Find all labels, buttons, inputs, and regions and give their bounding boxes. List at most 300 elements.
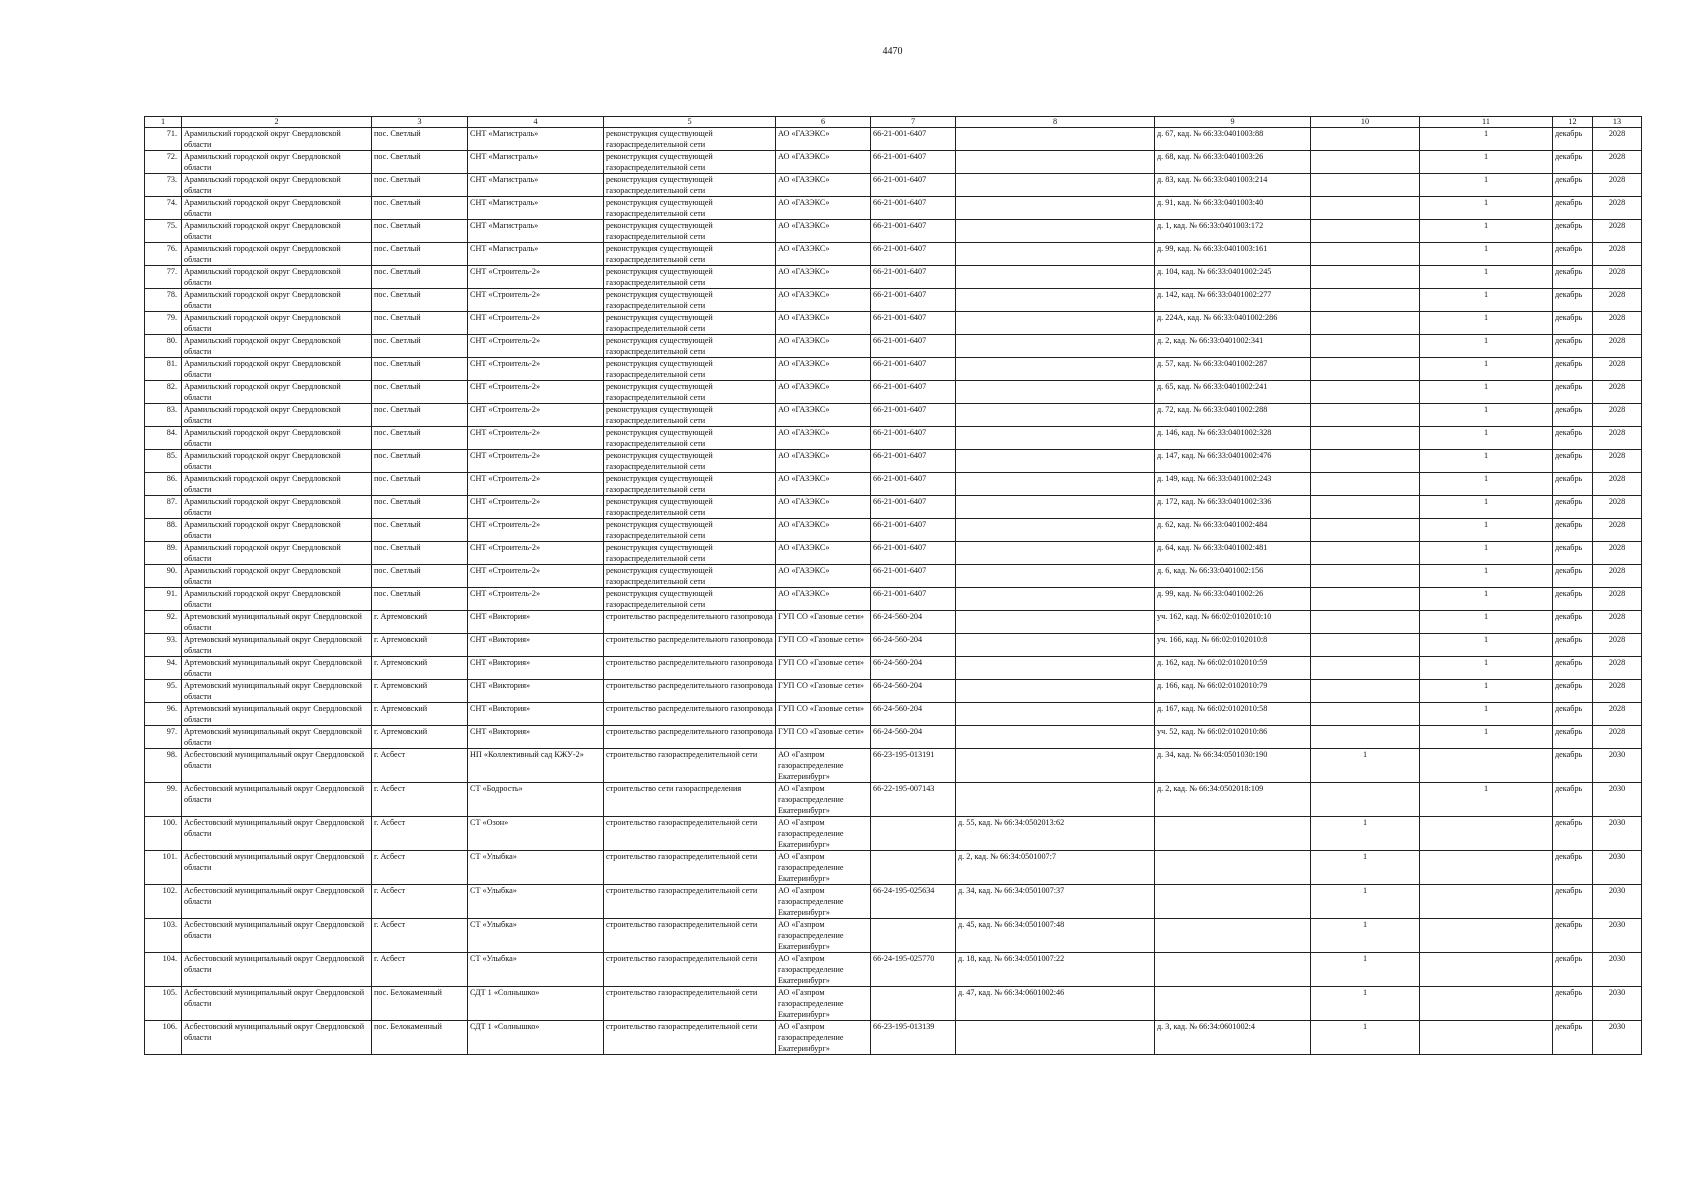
row-number: 73.	[145, 174, 182, 197]
organization-cell: АО «ГАЗЭКС»	[776, 335, 871, 358]
month-cell: декабрь	[1553, 919, 1593, 953]
address-cell-9: д. 142, кад. № 66:33:0401002:277	[1155, 289, 1311, 312]
municipality-cell: Арамильский городской округ Свердловской области	[182, 312, 372, 335]
quantity-cell-10	[1311, 473, 1420, 496]
organization-cell: ГУП СО «Газовые сети»	[776, 657, 871, 680]
license-cell: 66-24-560-204	[871, 634, 956, 657]
work-type-cell: строительство газораспределительной сети	[604, 919, 776, 953]
quantity-cell-10	[1311, 358, 1420, 381]
settlement-cell: пос. Белокаменный	[372, 1021, 468, 1055]
address-cell-9: д. 91, кад. № 66:33:0401003:40	[1155, 197, 1311, 220]
year-cell: 2028	[1593, 565, 1642, 588]
organization-cell: АО «Газпром газораспределение Екатеринбург»	[776, 919, 871, 953]
license-cell: 66-21-001-6407	[871, 565, 956, 588]
object-cell: СНТ «Строитель-2»	[468, 473, 604, 496]
municipality-cell: Асбестовский муниципальный округ Свердловской области	[182, 851, 372, 885]
work-type-cell: реконструкция существующей газораспределительной сети	[604, 588, 776, 611]
settlement-cell: г. Артемовский	[372, 657, 468, 680]
work-type-cell: реконструкция существующей газораспределительной сети	[604, 450, 776, 473]
year-cell: 2028	[1593, 450, 1642, 473]
municipality-cell: Арамильский городской округ Свердловской области	[182, 381, 372, 404]
object-cell: СНТ «Строитель-2»	[468, 358, 604, 381]
municipality-cell: Арамильский городской округ Свердловской области	[182, 243, 372, 266]
quantity-cell-10: 1	[1311, 885, 1420, 919]
quantity-cell-10	[1311, 289, 1420, 312]
column-header: 2	[182, 117, 372, 128]
quantity-cell-11: 1	[1420, 427, 1553, 450]
organization-cell: ГУП СО «Газовые сети»	[776, 611, 871, 634]
month-cell: декабрь	[1553, 749, 1593, 783]
municipality-cell: Арамильский городской округ Свердловской области	[182, 197, 372, 220]
table-row	[145, 151, 1642, 174]
year-cell: 2030	[1593, 987, 1642, 1021]
year-cell: 2028	[1593, 220, 1642, 243]
settlement-cell: г. Асбест	[372, 783, 468, 817]
address-cell-9: д. 149, кад. № 66:33:0401002:243	[1155, 473, 1311, 496]
organization-cell: АО «ГАЗЭКС»	[776, 312, 871, 335]
table-row	[145, 657, 1642, 680]
quantity-cell-10	[1311, 783, 1420, 817]
column-header: 10	[1311, 117, 1420, 128]
month-cell: декабрь	[1553, 1021, 1593, 1055]
table-row	[145, 335, 1642, 358]
municipality-cell: Асбестовский муниципальный округ Свердловской области	[182, 885, 372, 919]
month-cell: декабрь	[1553, 953, 1593, 987]
object-cell: СНТ «Виктория»	[468, 657, 604, 680]
quantity-cell-11: 1	[1420, 289, 1553, 312]
address-cell-9: д. 146, кад. № 66:33:0401002:328	[1155, 427, 1311, 450]
quantity-cell-11: 1	[1420, 703, 1553, 726]
object-cell: СНТ «Строитель-2»	[468, 519, 604, 542]
year-cell: 2028	[1593, 381, 1642, 404]
row-number: 92.	[145, 611, 182, 634]
address-cell-8: д. 55, кад. № 66:34:0502013:62	[956, 817, 1155, 851]
address-cell-8: д. 2, кад. № 66:34:0501007:7	[956, 851, 1155, 885]
municipality-cell: Асбестовский муниципальный округ Свердловской области	[182, 987, 372, 1021]
quantity-cell-10	[1311, 542, 1420, 565]
quantity-cell-10	[1311, 588, 1420, 611]
object-cell: СНТ «Магистраль»	[468, 197, 604, 220]
organization-cell: ГУП СО «Газовые сети»	[776, 680, 871, 703]
table-row	[145, 174, 1642, 197]
address-cell-9: уч. 162, кад. № 66:02:0102010:10	[1155, 611, 1311, 634]
quantity-cell-11: 1	[1420, 588, 1553, 611]
address-cell-9: д. 224А, кад. № 66:33:0401002:286	[1155, 312, 1311, 335]
municipality-cell: Асбестовский муниципальный округ Свердловской области	[182, 953, 372, 987]
month-cell: декабрь	[1553, 817, 1593, 851]
quantity-cell-11: 1	[1420, 473, 1553, 496]
address-cell-8	[956, 151, 1155, 174]
table-row	[145, 289, 1642, 312]
address-cell-9: д. 166, кад. № 66:02:0102010:79	[1155, 680, 1311, 703]
quantity-cell-10: 1	[1311, 749, 1420, 783]
address-cell-9: д. 62, кад. № 66:33:0401002:484	[1155, 519, 1311, 542]
quantity-cell-10	[1311, 496, 1420, 519]
address-cell-8	[956, 749, 1155, 783]
municipality-cell: Арамильский городской округ Свердловской области	[182, 427, 372, 450]
organization-cell: АО «Газпром газораспределение Екатеринбург»	[776, 783, 871, 817]
address-cell-9: д. 68, кад. № 66:33:0401003:26	[1155, 151, 1311, 174]
quantity-cell-11: 1	[1420, 151, 1553, 174]
organization-cell: АО «ГАЗЭКС»	[776, 243, 871, 266]
quantity-cell-11: 1	[1420, 358, 1553, 381]
license-cell: 66-21-001-6407	[871, 151, 956, 174]
settlement-cell: пос. Светлый	[372, 565, 468, 588]
settlement-cell: пос. Светлый	[372, 450, 468, 473]
quantity-cell-11: 1	[1420, 174, 1553, 197]
month-cell: декабрь	[1553, 496, 1593, 519]
column-header: 5	[604, 117, 776, 128]
organization-cell: АО «ГАЗЭКС»	[776, 266, 871, 289]
work-type-cell: строительство распределительного газопровода	[604, 703, 776, 726]
row-number: 104.	[145, 953, 182, 987]
address-cell-9: д. 67, кад. № 66:33:0401003:88	[1155, 128, 1311, 151]
address-cell-8: д. 18, кад. № 66:34:0501007:22	[956, 953, 1155, 987]
address-cell-9: д. 57, кад. № 66:33:0401002:287	[1155, 358, 1311, 381]
year-cell: 2028	[1593, 404, 1642, 427]
settlement-cell: пос. Светлый	[372, 358, 468, 381]
organization-cell: АО «ГАЗЭКС»	[776, 174, 871, 197]
work-type-cell: строительство распределительного газопровода	[604, 680, 776, 703]
settlement-cell: пос. Белокаменный	[372, 987, 468, 1021]
address-cell-8	[956, 565, 1155, 588]
address-cell-8	[956, 496, 1155, 519]
organization-cell: АО «ГАЗЭКС»	[776, 128, 871, 151]
quantity-cell-10: 1	[1311, 919, 1420, 953]
table-row	[145, 542, 1642, 565]
row-number: 93.	[145, 634, 182, 657]
year-cell: 2030	[1593, 783, 1642, 817]
quantity-cell-11	[1420, 885, 1553, 919]
municipality-cell: Асбестовский муниципальный округ Свердловской области	[182, 749, 372, 783]
quantity-cell-11	[1420, 851, 1553, 885]
organization-cell: АО «ГАЗЭКС»	[776, 151, 871, 174]
table-row	[145, 1021, 1642, 1055]
organization-cell: АО «Газпром газораспределение Екатеринбург»	[776, 851, 871, 885]
organization-cell: ГУП СО «Газовые сети»	[776, 634, 871, 657]
object-cell: СНТ «Магистраль»	[468, 243, 604, 266]
year-cell: 2028	[1593, 289, 1642, 312]
quantity-cell-10	[1311, 174, 1420, 197]
address-cell-9: д. 83, кад. № 66:33:0401003:214	[1155, 174, 1311, 197]
row-number: 82.	[145, 381, 182, 404]
quantity-cell-11: 1	[1420, 450, 1553, 473]
row-number: 86.	[145, 473, 182, 496]
year-cell: 2028	[1593, 726, 1642, 749]
object-cell: СНТ «Строитель-2»	[468, 404, 604, 427]
address-cell-8	[956, 473, 1155, 496]
address-cell-9: д. 99, кад. № 66:33:0401002:26	[1155, 588, 1311, 611]
month-cell: декабрь	[1553, 450, 1593, 473]
quantity-cell-10	[1311, 381, 1420, 404]
year-cell: 2028	[1593, 473, 1642, 496]
address-cell-8	[956, 381, 1155, 404]
row-number: 100.	[145, 817, 182, 851]
settlement-cell: пос. Светлый	[372, 220, 468, 243]
license-cell: 66-21-001-6407	[871, 450, 956, 473]
month-cell: декабрь	[1553, 358, 1593, 381]
month-cell: декабрь	[1553, 312, 1593, 335]
quantity-cell-10	[1311, 243, 1420, 266]
address-cell-9	[1155, 851, 1311, 885]
organization-cell: АО «ГАЗЭКС»	[776, 197, 871, 220]
object-cell: СТ «Улыбка»	[468, 885, 604, 919]
object-cell: СТ «Улыбка»	[468, 919, 604, 953]
column-header: 3	[372, 117, 468, 128]
address-cell-9: д. 72, кад. № 66:33:0401002:288	[1155, 404, 1311, 427]
settlement-cell: г. Асбест	[372, 749, 468, 783]
address-cell-9: д. 172, кад. № 66:33:0401002:336	[1155, 496, 1311, 519]
object-cell: СНТ «Строитель-2»	[468, 427, 604, 450]
address-cell-8: д. 45, кад. № 66:34:0501007:48	[956, 919, 1155, 953]
quantity-cell-11: 1	[1420, 220, 1553, 243]
municipality-cell: Асбестовский муниципальный округ Свердловской области	[182, 1021, 372, 1055]
table-row	[145, 358, 1642, 381]
row-number: 72.	[145, 151, 182, 174]
settlement-cell: пос. Светлый	[372, 519, 468, 542]
row-number: 103.	[145, 919, 182, 953]
table-row	[145, 749, 1642, 783]
column-header: 12	[1553, 117, 1593, 128]
object-cell: СНТ «Магистраль»	[468, 220, 604, 243]
address-cell-8	[956, 450, 1155, 473]
table-row	[145, 634, 1642, 657]
object-cell: СНТ «Виктория»	[468, 634, 604, 657]
quantity-cell-11: 1	[1420, 634, 1553, 657]
table-row	[145, 128, 1642, 151]
license-cell: 66-24-560-204	[871, 680, 956, 703]
municipality-cell: Артемовский муниципальный округ Свердловской области	[182, 611, 372, 634]
work-type-cell: реконструкция существующей газораспределительной сети	[604, 381, 776, 404]
quantity-cell-11: 1	[1420, 657, 1553, 680]
address-cell-8	[956, 289, 1155, 312]
address-cell-8	[956, 197, 1155, 220]
table-row	[145, 703, 1642, 726]
address-cell-8	[956, 312, 1155, 335]
settlement-cell: пос. Светлый	[372, 243, 468, 266]
month-cell: декабрь	[1553, 128, 1593, 151]
quantity-cell-10	[1311, 312, 1420, 335]
year-cell: 2028	[1593, 266, 1642, 289]
municipality-cell: Арамильский городской округ Свердловской области	[182, 496, 372, 519]
settlement-cell: пос. Светлый	[372, 335, 468, 358]
municipality-cell: Артемовский муниципальный округ Свердловской области	[182, 657, 372, 680]
address-cell-9: д. 2, кад. № 66:33:0401002:341	[1155, 335, 1311, 358]
organization-cell: АО «ГАЗЭКС»	[776, 588, 871, 611]
address-cell-9: д. 64, кад. № 66:33:0401002:481	[1155, 542, 1311, 565]
row-number: 83.	[145, 404, 182, 427]
column-header: 1	[145, 117, 182, 128]
address-cell-8	[956, 427, 1155, 450]
work-type-cell: реконструкция существующей газораспределительной сети	[604, 289, 776, 312]
row-number: 102.	[145, 885, 182, 919]
row-number: 76.	[145, 243, 182, 266]
work-type-cell: реконструкция существующей газораспределительной сети	[604, 312, 776, 335]
municipality-cell: Арамильский городской округ Свердловской области	[182, 128, 372, 151]
year-cell: 2028	[1593, 128, 1642, 151]
quantity-cell-10	[1311, 565, 1420, 588]
column-header: 7	[871, 117, 956, 128]
month-cell: декабрь	[1553, 987, 1593, 1021]
license-cell: 66-21-001-6407	[871, 174, 956, 197]
month-cell: декабрь	[1553, 289, 1593, 312]
month-cell: декабрь	[1553, 174, 1593, 197]
table-row	[145, 783, 1642, 817]
address-cell-8	[956, 703, 1155, 726]
month-cell: декабрь	[1553, 703, 1593, 726]
year-cell: 2028	[1593, 542, 1642, 565]
settlement-cell: пос. Светлый	[372, 289, 468, 312]
work-type-cell: строительство газораспределительной сети	[604, 953, 776, 987]
table-row	[145, 680, 1642, 703]
year-cell: 2028	[1593, 588, 1642, 611]
settlement-cell: г. Артемовский	[372, 680, 468, 703]
quantity-cell-11: 1	[1420, 680, 1553, 703]
organization-cell: АО «ГАЗЭКС»	[776, 220, 871, 243]
municipality-cell: Артемовский муниципальный округ Свердловской области	[182, 634, 372, 657]
month-cell: декабрь	[1553, 473, 1593, 496]
object-cell: СНТ «Строитель-2»	[468, 496, 604, 519]
row-number: 81.	[145, 358, 182, 381]
month-cell: декабрь	[1553, 335, 1593, 358]
object-cell: СНТ «Строитель-2»	[468, 588, 604, 611]
settlement-cell: пос. Светлый	[372, 381, 468, 404]
settlement-cell: пос. Светлый	[372, 128, 468, 151]
settlement-cell: пос. Светлый	[372, 473, 468, 496]
license-cell: 66-21-001-6407	[871, 519, 956, 542]
row-number: 106.	[145, 1021, 182, 1055]
year-cell: 2028	[1593, 151, 1642, 174]
address-cell-9: д. 3, кад. № 66:34:0601002:4	[1155, 1021, 1311, 1055]
object-cell: СТ «Улыбка»	[468, 953, 604, 987]
month-cell: декабрь	[1553, 885, 1593, 919]
address-cell-8	[956, 243, 1155, 266]
column-header: 6	[776, 117, 871, 128]
work-type-cell: строительство распределительного газопровода	[604, 657, 776, 680]
object-cell: СТ «Бодрость»	[468, 783, 604, 817]
work-type-cell: строительство газораспределительной сети	[604, 1021, 776, 1055]
address-cell-9	[1155, 987, 1311, 1021]
object-cell: СНТ «Строитель-2»	[468, 542, 604, 565]
table-row	[145, 404, 1642, 427]
license-cell: 66-21-001-6407	[871, 335, 956, 358]
license-cell: 66-24-195-025634	[871, 885, 956, 919]
municipality-cell: Артемовский муниципальный округ Свердловской области	[182, 680, 372, 703]
quantity-cell-11: 1	[1420, 726, 1553, 749]
row-number: 77.	[145, 266, 182, 289]
organization-cell: АО «ГАЗЭКС»	[776, 473, 871, 496]
quantity-cell-11: 1	[1420, 404, 1553, 427]
settlement-cell: пос. Светлый	[372, 174, 468, 197]
license-cell: 66-21-001-6407	[871, 220, 956, 243]
month-cell: декабрь	[1553, 657, 1593, 680]
quantity-cell-10	[1311, 427, 1420, 450]
organization-cell: АО «Газпром газораспределение Екатеринбург»	[776, 817, 871, 851]
row-number: 101.	[145, 851, 182, 885]
work-type-cell: реконструкция существующей газораспределительной сети	[604, 220, 776, 243]
organization-cell: АО «ГАЗЭКС»	[776, 381, 871, 404]
table-row	[145, 987, 1642, 1021]
municipality-cell: Арамильский городской округ Свердловской области	[182, 358, 372, 381]
quantity-cell-10	[1311, 680, 1420, 703]
table-row	[145, 953, 1642, 987]
settlement-cell: г. Асбест	[372, 953, 468, 987]
address-cell-9: д. 162, кад. № 66:02:0102010:59	[1155, 657, 1311, 680]
year-cell: 2028	[1593, 335, 1642, 358]
address-cell-9: д. 167, кад. № 66:02:0102010:58	[1155, 703, 1311, 726]
year-cell: 2030	[1593, 749, 1642, 783]
quantity-cell-10: 1	[1311, 987, 1420, 1021]
address-cell-8	[956, 220, 1155, 243]
municipality-cell: Артемовский муниципальный округ Свердловской области	[182, 703, 372, 726]
settlement-cell: пос. Светлый	[372, 312, 468, 335]
table-row	[145, 312, 1642, 335]
object-cell: СНТ «Виктория»	[468, 703, 604, 726]
register-table	[144, 116, 1642, 1055]
year-cell: 2030	[1593, 851, 1642, 885]
quantity-cell-10	[1311, 611, 1420, 634]
organization-cell: АО «Газпром газораспределение Екатеринбург»	[776, 987, 871, 1021]
municipality-cell: Асбестовский муниципальный округ Свердловской области	[182, 919, 372, 953]
table-row	[145, 381, 1642, 404]
month-cell: декабрь	[1553, 680, 1593, 703]
work-type-cell: реконструкция существующей газораспределительной сети	[604, 404, 776, 427]
row-number: 89.	[145, 542, 182, 565]
work-type-cell: строительство газораспределительной сети	[604, 885, 776, 919]
municipality-cell: Арамильский городской округ Свердловской области	[182, 542, 372, 565]
quantity-cell-10	[1311, 151, 1420, 174]
work-type-cell: реконструкция существующей газораспределительной сети	[604, 266, 776, 289]
address-cell-8	[956, 335, 1155, 358]
license-cell: 66-21-001-6407	[871, 358, 956, 381]
municipality-cell: Арамильский городской округ Свердловской области	[182, 335, 372, 358]
month-cell: декабрь	[1553, 151, 1593, 174]
object-cell: СНТ «Строитель-2»	[468, 335, 604, 358]
month-cell: декабрь	[1553, 243, 1593, 266]
work-type-cell: строительство распределительного газопровода	[604, 634, 776, 657]
municipality-cell: Арамильский городской округ Свердловской области	[182, 404, 372, 427]
year-cell: 2030	[1593, 919, 1642, 953]
quantity-cell-10	[1311, 634, 1420, 657]
municipality-cell: Арамильский городской округ Свердловской области	[182, 151, 372, 174]
row-number: 78.	[145, 289, 182, 312]
month-cell: декабрь	[1553, 220, 1593, 243]
quantity-cell-11: 1	[1420, 496, 1553, 519]
row-number: 94.	[145, 657, 182, 680]
year-cell: 2028	[1593, 703, 1642, 726]
license-cell: 66-23-195-013191	[871, 749, 956, 783]
license-cell: 66-21-001-6407	[871, 266, 956, 289]
month-cell: декабрь	[1553, 519, 1593, 542]
address-cell-8	[956, 542, 1155, 565]
month-cell: декабрь	[1553, 266, 1593, 289]
row-number: 97.	[145, 726, 182, 749]
license-cell: 66-23-195-013139	[871, 1021, 956, 1055]
object-cell: СНТ «Виктория»	[468, 726, 604, 749]
municipality-cell: Артемовский муниципальный округ Свердловской области	[182, 726, 372, 749]
license-cell: 66-21-001-6407	[871, 289, 956, 312]
municipality-cell: Асбестовский муниципальный округ Свердловской области	[182, 817, 372, 851]
month-cell: декабрь	[1553, 197, 1593, 220]
municipality-cell: Арамильский городской округ Свердловской области	[182, 588, 372, 611]
address-cell-9: д. 34, кад. № 66:34:0501030:190	[1155, 749, 1311, 783]
organization-cell: ГУП СО «Газовые сети»	[776, 726, 871, 749]
object-cell: СТ «Озон»	[468, 817, 604, 851]
column-header: 4	[468, 117, 604, 128]
organization-cell: АО «ГАЗЭКС»	[776, 496, 871, 519]
municipality-cell: Арамильский городской округ Свердловской области	[182, 473, 372, 496]
organization-cell: АО «ГАЗЭКС»	[776, 358, 871, 381]
